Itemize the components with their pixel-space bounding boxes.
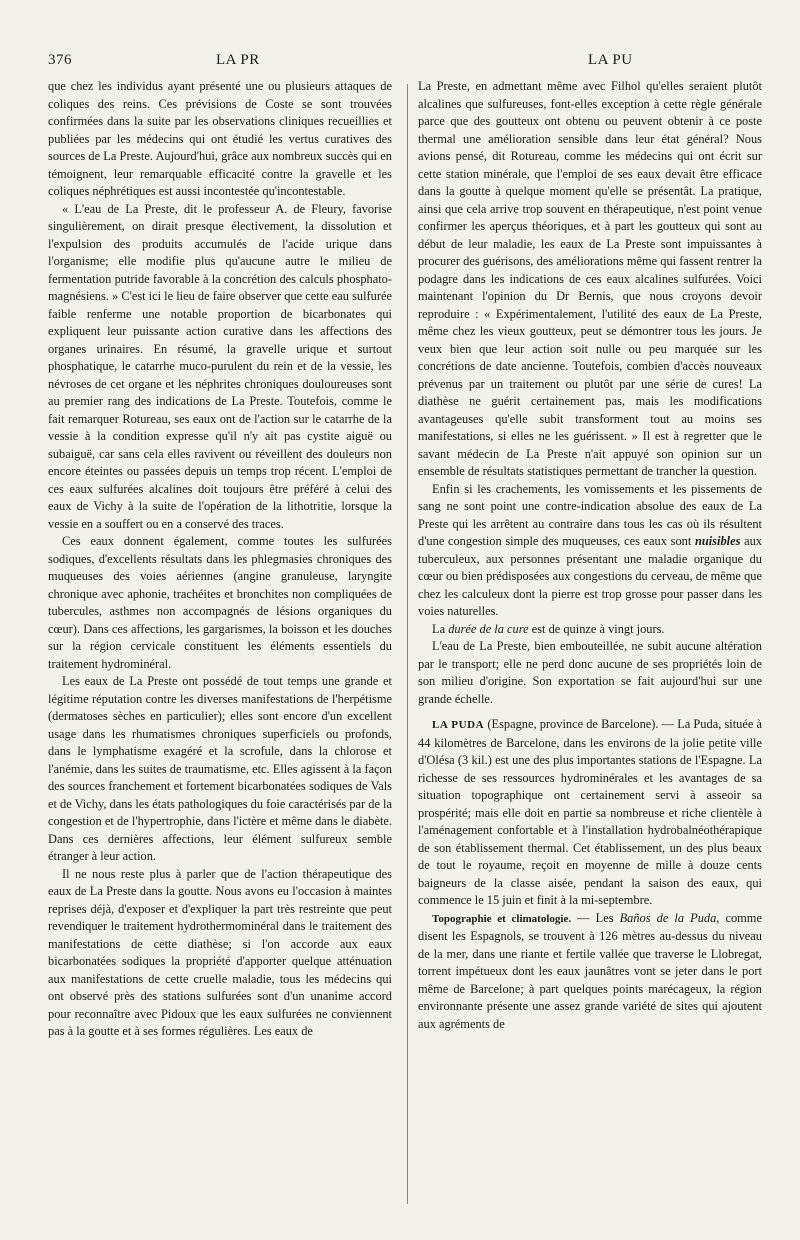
page-number: 376 xyxy=(48,52,72,68)
text-run: (Espagne, province de Barcelone). — La Puda, située à 44 kilomètres de Barcelone, dans les environs de la jolie petite ville d'Olésa (3 kil.) est une des plus importantes stations de l'Espagne. La richesse de ses ressources hydrominérales et les avantages de sa situation topographique ont certainement servi à asseoir sa prospérité; mais elle doit en partie sa nombreuse et riche clientèle à l'aménagement confortable et à l'installation hydrobalnéothérapique de son établissement thermal. Cet établissement, un des plus beaux de tout le royaume, reçoit en moyenne de mille à douze cents baigneurs de la classe aisée, pendant la saison des eaux, qui commence le 15 juin et finit à la mi-septembre. xyxy=(418,717,762,907)
paragraph: « L'eau de La Preste, dit le professeur A. de Fleury, favorise singulièrement, on dirait presque électivement, la dissolution et l'expulsion des produits accumulés de l'acide urique dans l'organisme; elle modifie plus qu'aucune autre le milieu de fermentation putride favorable à la concrétion des calculs phosphato-magnésiens. » C'est ici le lieu de faire observer que cette eau sulfurée faible renferme une notable proportion de bicarbonates qui expliquent leur puissante action curative dans les affections des organes urinaires. En résumé, la gravelle urique et surtout phosphatique, le catarrhe muco-purulent du rein et de la vessie, les névroses de cet organe et les néphrites chroniques douloureuses sont au premier rang des indications de La Preste. Toutefois, comme le fait remarquer Rotureau, ses eaux ont de l'action sur le catarrhe de la vessie à la condition expresse qu'il n'y ait pas cystite aiguë ou subaiguë, car sans cela elles ravivent ou réveillent des douleurs non encore éteintes ou passées depuis un temps trop récent. L'emploi de ces eaux sulfurées alcalines doit toujours être préféré à celui des eaux de Vichy à la suite de l'opération de la lithotritie, lorsque la vessie en a souffert ou en a conservé des traces. xyxy=(48,201,392,531)
right-column xyxy=(418,78,762,1033)
text-run: aux tuberculeux, aux personnes présentant une maladie organique du cœur ou bien prédisposées aux congestions du cerveau, de même que chez les calculeux dont la pierre est trop grosse pour passer dans les voies naturelles. xyxy=(418,534,762,618)
running-head-right: LA PU xyxy=(588,52,633,68)
paragraph xyxy=(418,621,762,639)
left-column xyxy=(48,78,392,1041)
paragraph: Ces eaux donnent également, comme toutes les sulfurées sodiques, d'excellents résultats dans les phlegmasies chroniques des muqueuses des voies aériennes (angine granuleuse, laryngite chronique avec aphonie, trachéites et bronchites non compliquées de tubercules, asthmes non accompagnés de lésions organiques du cœur). Dans ces affections, les gargarismes, la boisson et les douches sur la région cervicale constituent les éléments essentiels du traitement hydrominéral. xyxy=(48,534,392,671)
paragraph: L'eau de La Preste, bien embouteillée, ne subit aucune altération par le transport; elle ne perd donc aucune de ses propriétés loin de son milieu d'origine. Son exportation se fait aujourd'hui sur une grande échelle. xyxy=(418,639,762,706)
paragraph: que chez les individus ayant présenté une ou plusieurs attaques de coliques des reins. Ces prévisions de Coste se sont trouvées confirmées dans la suite par les observations cliniques recueillies et publiées par les médecins qui ont étudié les vertus curatives des sources de La Preste. Aujourd'hui, grâce aux nombreux succès qui en témoignent, leur remarquable efficacité contre la gravelle et les coliques néphrétiques est aussi incontestée qu'incontestable. xyxy=(48,79,392,198)
text-run: est de quinze à vingt jours. xyxy=(531,621,665,636)
text-run: comme disent les Espagnols, se trouvent à 126 mètres au-dessus du niveau de la mer, dans une riante et fertile vallée que traverse le Llobregat, torrent impétueux dont les eaux jaunâtres vont se jeter dans le port même de Barcelone; à part quelques points marécageux, la région environnante présente une assez grande variété de sites qui ajoutent aux agréments de xyxy=(418,910,762,1031)
subheading: Topographie et climatologie. xyxy=(432,912,572,925)
emphasis: Baños de la Puda, xyxy=(619,910,720,925)
text-run: — Les xyxy=(577,910,614,925)
column-divider xyxy=(407,84,408,1204)
paragraph: Il ne nous reste plus à parler que de l'action thérapeutique des eaux de La Preste dans la goutte. Nous avons eu l'occasion à maintes reprises déjà, d'exposer et d'expliquer la part très restreinte que peut revendiquer le traitement hydrothermominéral dans le traitement des manifestations de cette diathèse; si l'on accorde aux eaux bicarbonatées sodiques la propriété d'apporter quelque atténuation aux manifestations de cette cruelle maladie, tous les médecins qui ont observé près des stations sulfurées sont d'un unanime accord pour reconnaître avec Pidoux que les eaux sulfurées ne conviennent pas à la goutte et à ses formes régulières. Les eaux de xyxy=(48,866,392,1038)
running-head-left: LA PR xyxy=(216,52,260,68)
entry-heading: LA PUDA xyxy=(432,719,485,731)
emphasis: nuisibles xyxy=(694,534,741,548)
paragraph: Les eaux de La Preste ont possédé de tout temps une grande et légitime réputation contre les diverses manifestations de l'herpétisme (dermatoses sèches en particulier); elles sont encore d'un excellent usage dans les rhumatismes chroniques superficiels ou profonds, dans le lymphatisme exagéré et la scrofule, dans la chlorose et l'anémie, dans les suites de traumatisme, etc. Elles agissent à la façon des sources franchement et fortement bicarbonatées sodiques de Vals et de Vichy, dans les états pathologiques du foie caractérisés par de la congestion et de l'hypertrophie, dans l'ictère et même dans le diabète. Dans ces dernières affections, leur élément sulfureux semble étranger à leur action. xyxy=(48,674,393,863)
emphasis: durée de la cure xyxy=(448,621,529,636)
entry-paragraph xyxy=(418,716,762,910)
text-run: Enfin si les crachements, les vomissements et les pissements de sang ne sont point une contre-indication absolue des eaux de La Preste qui les arrêtent au contraire dans tous les cas où ils résultent d'une congestion simple des muqueuses, ces eaux sont xyxy=(418,481,762,548)
text-run: La xyxy=(432,621,446,636)
paragraph xyxy=(418,910,762,1034)
paragraph xyxy=(418,481,762,621)
paragraph: La Preste, en admettant même avec Filhol qu'elles seraient plutôt alcalines que sulfureuses, font-elles exception à cette règle générale parce que des goutteux ont obtenu ou peuvent obtenir à ce poste thermal une amélioration sensible dans leur état général? Nous avions pensé, dit Rotureau, comme les médecins qui ont écrit sur cette station minérale, que l'emploi de ses eaux devait être efficace dans la goutte à quelque moment qu'elle se présentât. La pratique, ainsi que cela arrive trop souvent en thérapeutique, n'est point venue confirmer les aperçus théoriques, et à part les goutteux qui sont au début de leur maladie, les eaux de La Preste sont impuissantes à procurer des guérisons, des améliorations même qui fassent rentrer la podagre dans les indications de ces eaux alcalines sulfurées. Voici maintenant l'opinion du Dr Bernis, que nous croyons devoir reproduire : « Expérimentalement, l'utilité des eaux de La Preste, même chez les vieux goutteux, peut se démontrer tous les jours. Je veux bien que leur action soit nulle ou peu marquée sur les concrétions de date ancienne. Toutefois, combien d'accès nouveaux prévenus par un traitement ou plutôt par une série de cures! La diathèse ne guérit certainement pas, mais les modifications avantageuses qu'elle subit transforment tout au moins ses manifestations, si elles ne les guérissent. » Il est à regretter que le savant médecin de La Preste n'ait appuyé son opinion sur un ensemble de résultats statistiques permettant de trancher la question. xyxy=(418,79,762,478)
page-header xyxy=(48,52,752,76)
